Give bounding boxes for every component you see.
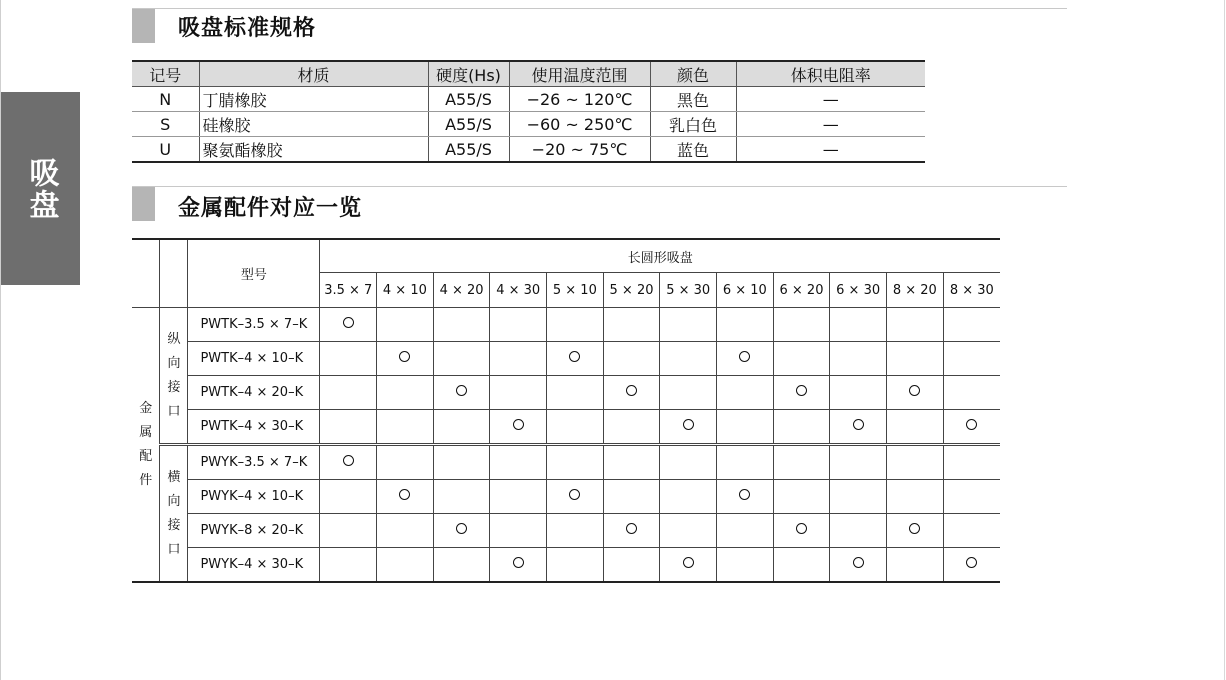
- section1-title: 吸盘标准规格: [178, 16, 317, 41]
- compat-cell: [773, 308, 830, 342]
- model-cell: PWTK–4 × 10–K: [188, 342, 320, 376]
- compat-cell: [490, 342, 547, 376]
- side-tab-label: 吸盘: [23, 156, 59, 221]
- compat-cell: [830, 480, 887, 514]
- spec-row: [132, 87, 925, 112]
- compat-cell: [943, 410, 1000, 445]
- spec-cell: −60 ~ 250℃: [509, 112, 650, 137]
- sub-group-text: 横 向 接 口: [167, 469, 181, 557]
- model-cell: PWTK–3.5 × 7–K: [188, 308, 320, 342]
- compat-cell: [943, 480, 1000, 514]
- size-header-cell: 3.5 × 7: [320, 273, 377, 308]
- size-header-cell: 5 × 30: [660, 273, 717, 308]
- compat-cell: [830, 342, 887, 376]
- compatible-mark-icon: [626, 523, 637, 534]
- compat-cell: [490, 514, 547, 548]
- sub-group-label: [160, 308, 188, 445]
- spec-cell: 丁腈橡胶: [199, 87, 428, 112]
- compat-cell: [433, 342, 490, 376]
- compatible-mark-icon: [569, 489, 580, 500]
- spec-cell: 黑色: [650, 87, 736, 112]
- compat-cell: [433, 410, 490, 445]
- sub-group-text: 纵 向 接 口: [167, 331, 181, 419]
- compat-cell: [886, 514, 943, 548]
- compat-cell: [830, 410, 887, 445]
- table-row: [132, 342, 1000, 376]
- compat-cell: [660, 410, 717, 445]
- spec-cell: A55/S: [428, 112, 509, 137]
- compat-cell: [773, 548, 830, 583]
- size-header-cell: 5 × 20: [603, 273, 660, 308]
- compat-cell: [717, 548, 774, 583]
- compatible-mark-icon: [456, 523, 467, 534]
- compat-cell: [830, 548, 887, 583]
- compatible-mark-icon: [853, 557, 864, 568]
- model-header: 型号: [188, 239, 320, 308]
- compat-cell: [886, 342, 943, 376]
- compat-cell: [377, 376, 434, 410]
- compat-cell: [660, 376, 717, 410]
- compat-cell: [320, 480, 377, 514]
- spec-table: [132, 60, 925, 163]
- compatible-mark-icon: [739, 489, 750, 500]
- compat-cell: [547, 445, 604, 480]
- spec-cell: A55/S: [428, 137, 509, 163]
- spec-cell: U: [132, 137, 199, 163]
- sub-group-label: [160, 445, 188, 583]
- compat-cell: [603, 445, 660, 480]
- compat-cell: [433, 445, 490, 480]
- compat-cell: [603, 308, 660, 342]
- size-header-cell: 8 × 30: [943, 273, 1000, 308]
- spec-cell: S: [132, 112, 199, 137]
- size-header-cell: 4 × 30: [490, 273, 547, 308]
- compat-cell: [660, 514, 717, 548]
- spec-cell: 乳白色: [650, 112, 736, 137]
- compat-cell: [377, 410, 434, 445]
- compat-cell: [490, 376, 547, 410]
- compat-cell: [717, 445, 774, 480]
- compat-cell: [490, 480, 547, 514]
- compatible-mark-icon: [909, 385, 920, 396]
- compatible-mark-icon: [513, 419, 524, 430]
- compat-cell: [320, 514, 377, 548]
- table-row: [132, 410, 1000, 445]
- compat-cell: [433, 548, 490, 583]
- spec-header-cell: 材质: [199, 61, 428, 87]
- spec-cell: —: [736, 112, 925, 137]
- compatible-mark-icon: [796, 385, 807, 396]
- inner-blank-header: [160, 239, 188, 308]
- compat-cell: [547, 342, 604, 376]
- compat-cell: [943, 376, 1000, 410]
- compat-cell: [773, 376, 830, 410]
- section2-title: 金属配件对应一览: [178, 196, 363, 221]
- table-row: [132, 445, 1000, 480]
- compat-cell: [320, 308, 377, 342]
- compatible-mark-icon: [796, 523, 807, 534]
- model-cell: PWYK–4 × 30–K: [188, 548, 320, 583]
- compatible-mark-icon: [569, 351, 580, 362]
- compat-cell: [717, 342, 774, 376]
- compat-cell: [773, 480, 830, 514]
- compat-cell: [547, 376, 604, 410]
- compatible-mark-icon: [456, 385, 467, 396]
- compat-cell: [320, 410, 377, 445]
- compat-cell: [717, 376, 774, 410]
- compat-cell: [886, 445, 943, 480]
- compat-cell: [943, 308, 1000, 342]
- model-cell: PWYK–8 × 20–K: [188, 514, 320, 548]
- spec-cell: −20 ~ 75℃: [509, 137, 650, 163]
- spec-cell: 聚氨酯橡胶: [199, 137, 428, 163]
- spec-header-cell: 硬度(Hs): [428, 61, 509, 87]
- compat-cell: [490, 410, 547, 445]
- compat-cell: [660, 548, 717, 583]
- section2-top-rule: [132, 186, 1067, 187]
- compat-cell: [433, 514, 490, 548]
- side-category-tab[interactable]: [1, 92, 80, 285]
- compat-cell: [773, 445, 830, 480]
- size-header-cell: 5 × 10: [547, 273, 604, 308]
- spec-cell: —: [736, 137, 925, 163]
- size-header-cell: 4 × 10: [377, 273, 434, 308]
- compat-cell: [547, 548, 604, 583]
- spec-cell: N: [132, 87, 199, 112]
- compat-cell: [717, 308, 774, 342]
- spec-header-cell: 颜色: [650, 61, 736, 87]
- compat-cell: [320, 376, 377, 410]
- compatible-mark-icon: [399, 351, 410, 362]
- compatible-mark-icon: [626, 385, 637, 396]
- compat-cell: [603, 480, 660, 514]
- compat-cell: [377, 480, 434, 514]
- compat-cell: [377, 308, 434, 342]
- compat-cell: [830, 514, 887, 548]
- compatible-mark-icon: [739, 351, 750, 362]
- compat-cell: [943, 548, 1000, 583]
- model-cell: PWTK–4 × 20–K: [188, 376, 320, 410]
- compat-cell: [830, 445, 887, 480]
- compat-cell: [773, 410, 830, 445]
- compat-cell: [433, 308, 490, 342]
- spec-row: [132, 112, 925, 137]
- spec-cell: 蓝色: [650, 137, 736, 163]
- compat-cell: [547, 480, 604, 514]
- compat-cell: [886, 410, 943, 445]
- compat-cell: [490, 548, 547, 583]
- spec-header-cell: 记号: [132, 61, 199, 87]
- compat-cell: [830, 308, 887, 342]
- compatible-mark-icon: [343, 455, 354, 466]
- compat-cell: [433, 480, 490, 514]
- compat-cell: [320, 445, 377, 480]
- section1-top-rule: [132, 8, 1067, 9]
- model-cell: PWTK–4 × 30–K: [188, 410, 320, 445]
- size-header-cell: 6 × 20: [773, 273, 830, 308]
- compat-cell: [830, 376, 887, 410]
- compat-cell: [490, 445, 547, 480]
- compat-cell: [433, 376, 490, 410]
- size-header-cell: 4 × 20: [433, 273, 490, 308]
- compat-cell: [547, 410, 604, 445]
- compat-cell: [377, 514, 434, 548]
- outer-blank-header: [132, 239, 160, 308]
- spec-cell: —: [736, 87, 925, 112]
- compat-cell: [660, 308, 717, 342]
- compat-cell: [320, 342, 377, 376]
- spec-header-cell: 体积电阻率: [736, 61, 925, 87]
- section1-marker: [132, 9, 155, 43]
- compat-cell: [547, 514, 604, 548]
- compat-cell: [603, 410, 660, 445]
- table-row: [132, 480, 1000, 514]
- compatible-mark-icon: [683, 419, 694, 430]
- compat-cell: [717, 514, 774, 548]
- compat-cell: [717, 480, 774, 514]
- spec-header-cell: 使用温度范围: [509, 61, 650, 87]
- compat-cell: [943, 514, 1000, 548]
- compat-cell: [886, 480, 943, 514]
- compatible-mark-icon: [683, 557, 694, 568]
- compat-cell: [377, 548, 434, 583]
- compat-cell: [490, 308, 547, 342]
- compatible-mark-icon: [853, 419, 864, 430]
- compat-cell: [603, 342, 660, 376]
- compat-cell: [603, 514, 660, 548]
- compat-cell: [943, 445, 1000, 480]
- size-header-cell: 8 × 20: [886, 273, 943, 308]
- spec-cell: −26 ~ 120℃: [509, 87, 650, 112]
- compatible-mark-icon: [343, 317, 354, 328]
- compatible-mark-icon: [966, 557, 977, 568]
- table-row: [132, 308, 1000, 342]
- compat-cell: [377, 342, 434, 376]
- compat-cell: [886, 376, 943, 410]
- size-header-cell: 6 × 30: [830, 273, 887, 308]
- compat-cell: [773, 514, 830, 548]
- compat-cell: [660, 342, 717, 376]
- compat-cell: [603, 548, 660, 583]
- outer-group-text: 金 属 配 件: [139, 400, 153, 488]
- model-cell: PWYK–4 × 10–K: [188, 480, 320, 514]
- compat-cell: [886, 548, 943, 583]
- spec-table-header: [132, 61, 925, 87]
- outer-group-label: [132, 308, 160, 583]
- spec-row: [132, 137, 925, 163]
- table-row: [132, 376, 1000, 410]
- compat-cell: [660, 445, 717, 480]
- size-header-cell: 6 × 10: [717, 273, 774, 308]
- fitting-table: [132, 238, 1000, 583]
- compatible-mark-icon: [909, 523, 920, 534]
- compatible-mark-icon: [399, 489, 410, 500]
- cup-group-header: 长圆形吸盘: [320, 239, 1000, 273]
- compatible-mark-icon: [966, 419, 977, 430]
- spec-cell: 硅橡胶: [199, 112, 428, 137]
- spec-cell: A55/S: [428, 87, 509, 112]
- compat-cell: [320, 548, 377, 583]
- compat-cell: [660, 480, 717, 514]
- compat-cell: [377, 445, 434, 480]
- compat-cell: [603, 376, 660, 410]
- compat-cell: [943, 342, 1000, 376]
- compatible-mark-icon: [513, 557, 524, 568]
- compat-cell: [717, 410, 774, 445]
- model-cell: PWYK–3.5 × 7–K: [188, 445, 320, 480]
- compat-cell: [547, 308, 604, 342]
- section2-marker: [132, 187, 155, 221]
- table-row: [132, 514, 1000, 548]
- compat-cell: [773, 342, 830, 376]
- compat-cell: [886, 308, 943, 342]
- table-row: [132, 548, 1000, 583]
- page-right-border: [1224, 0, 1225, 680]
